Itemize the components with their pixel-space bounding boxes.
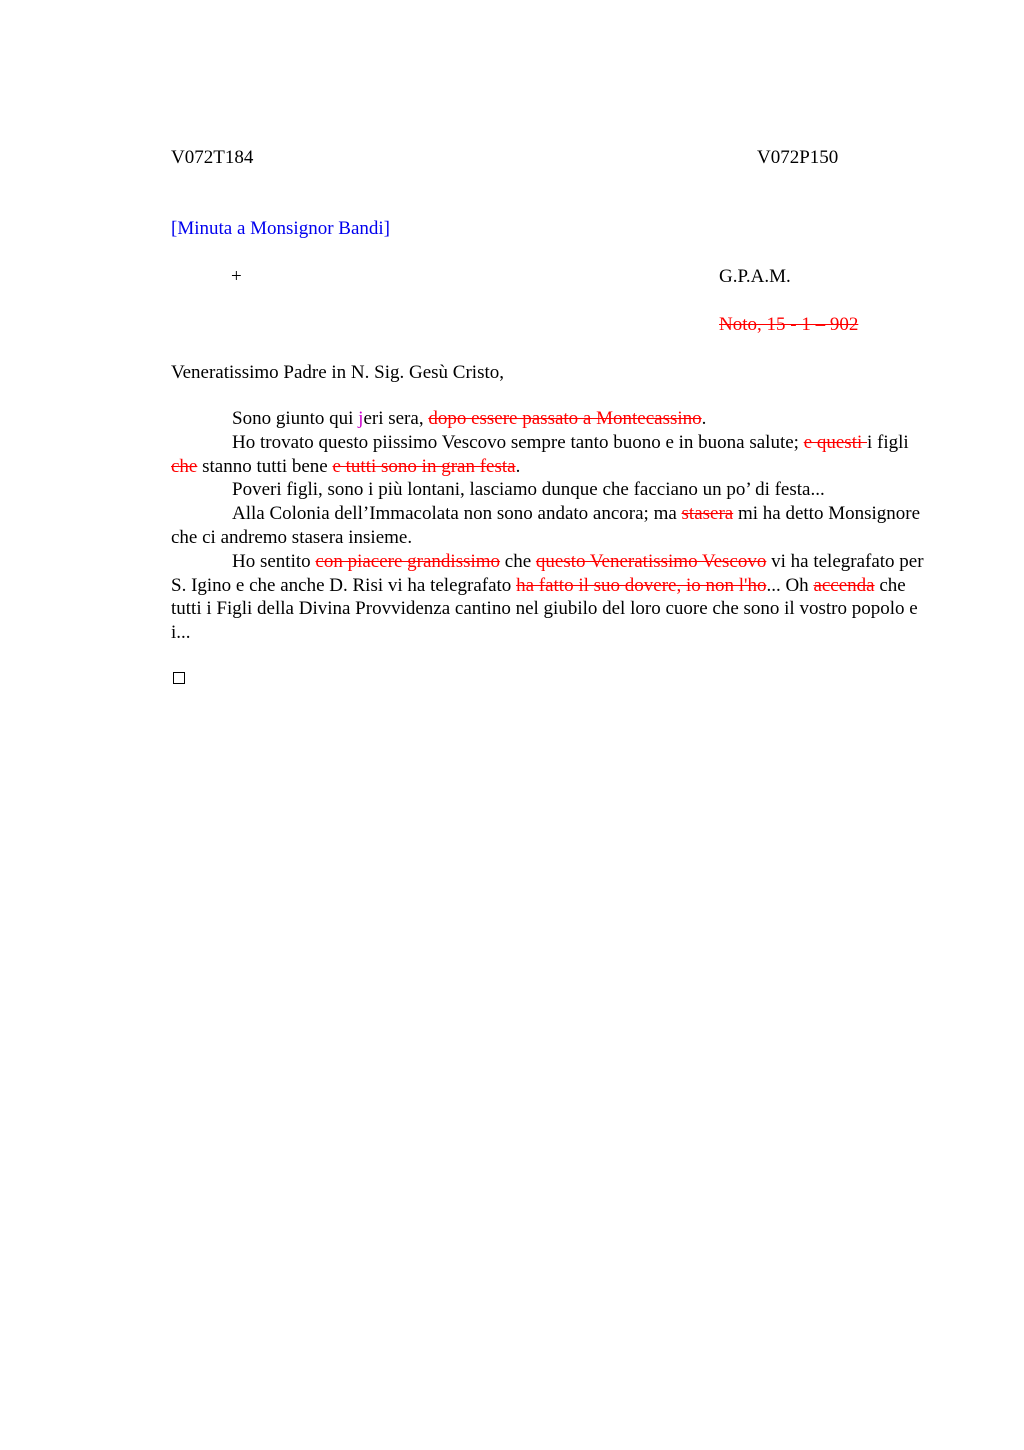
square-outline-icon [173, 672, 185, 684]
text-segment: Alla Colonia dell’Immacolata non sono andato ancora; ma [232, 503, 682, 525]
deleted-text: stasera [681, 503, 734, 525]
text-segment: . [515, 455, 521, 477]
paragraph-4 [171, 502, 931, 550]
struck-date: Noto, 15 - 1 – 902 [719, 314, 859, 335]
text-segment: stanno tutti bene [197, 455, 333, 477]
document-title: [Minuta a Monsignor Bandi] [171, 218, 391, 239]
deleted-text: accenda [813, 574, 875, 596]
paragraph-2 [171, 431, 931, 479]
right-code: V072P150 [757, 147, 839, 168]
text-segment: Poveri figli, sono i più lontani, lasciamo dunque che facciano un po’ di festa... [232, 479, 825, 501]
paragraph-1 [171, 407, 931, 431]
left-code: V072T184 [171, 147, 254, 168]
inserted-letter: j [358, 408, 364, 429]
cross-mark: + [231, 266, 242, 287]
text-segment: vi ha telegrafato per S. Igino e che anche D. Risi vi ha telegrafato [171, 550, 924, 596]
deleted-text: con piacere grandissimo [315, 550, 501, 572]
deleted-text: e questi [803, 431, 868, 453]
text-segment: che [500, 550, 536, 572]
deleted-text: questo Veneratissimo Vescovo [535, 550, 767, 572]
gpam-heading: G.P.A.M. [719, 266, 791, 287]
text-segment: Sono giunto qui [232, 408, 359, 429]
deleted-text: ha fatto il suo dovere, io non l'ho [516, 574, 767, 596]
deleted-text: dopo essere passato a Montecassino [428, 408, 702, 429]
deleted-text: e tutti sono in gran festa [332, 455, 516, 477]
salutation: Veneratissimo Padre in N. Sig. Gesù Cristo, [171, 362, 505, 383]
text-segment: Ho sentito [232, 550, 316, 572]
text-segment: mi ha detto Monsignore che ci andremo stasera insieme. [171, 503, 921, 548]
text-segment: che tutti i Figli della Divina Provvidenza cantino nel giubilo del loro cuore che sono il vostro popolo e i... [171, 574, 918, 644]
paragraph-5 [171, 550, 931, 645]
text-segment: i figli [867, 431, 909, 453]
text-segment: . [701, 408, 707, 429]
deleted-text: che [171, 455, 198, 477]
paragraph-3 [171, 478, 931, 502]
text-segment: Ho trovato questo piissimo Vescovo sempre tanto buono e in buona salute; [232, 431, 804, 453]
text-segment: ... Oh [766, 574, 814, 596]
letter-body [171, 407, 931, 645]
text-segment: eri sera, [363, 408, 429, 429]
